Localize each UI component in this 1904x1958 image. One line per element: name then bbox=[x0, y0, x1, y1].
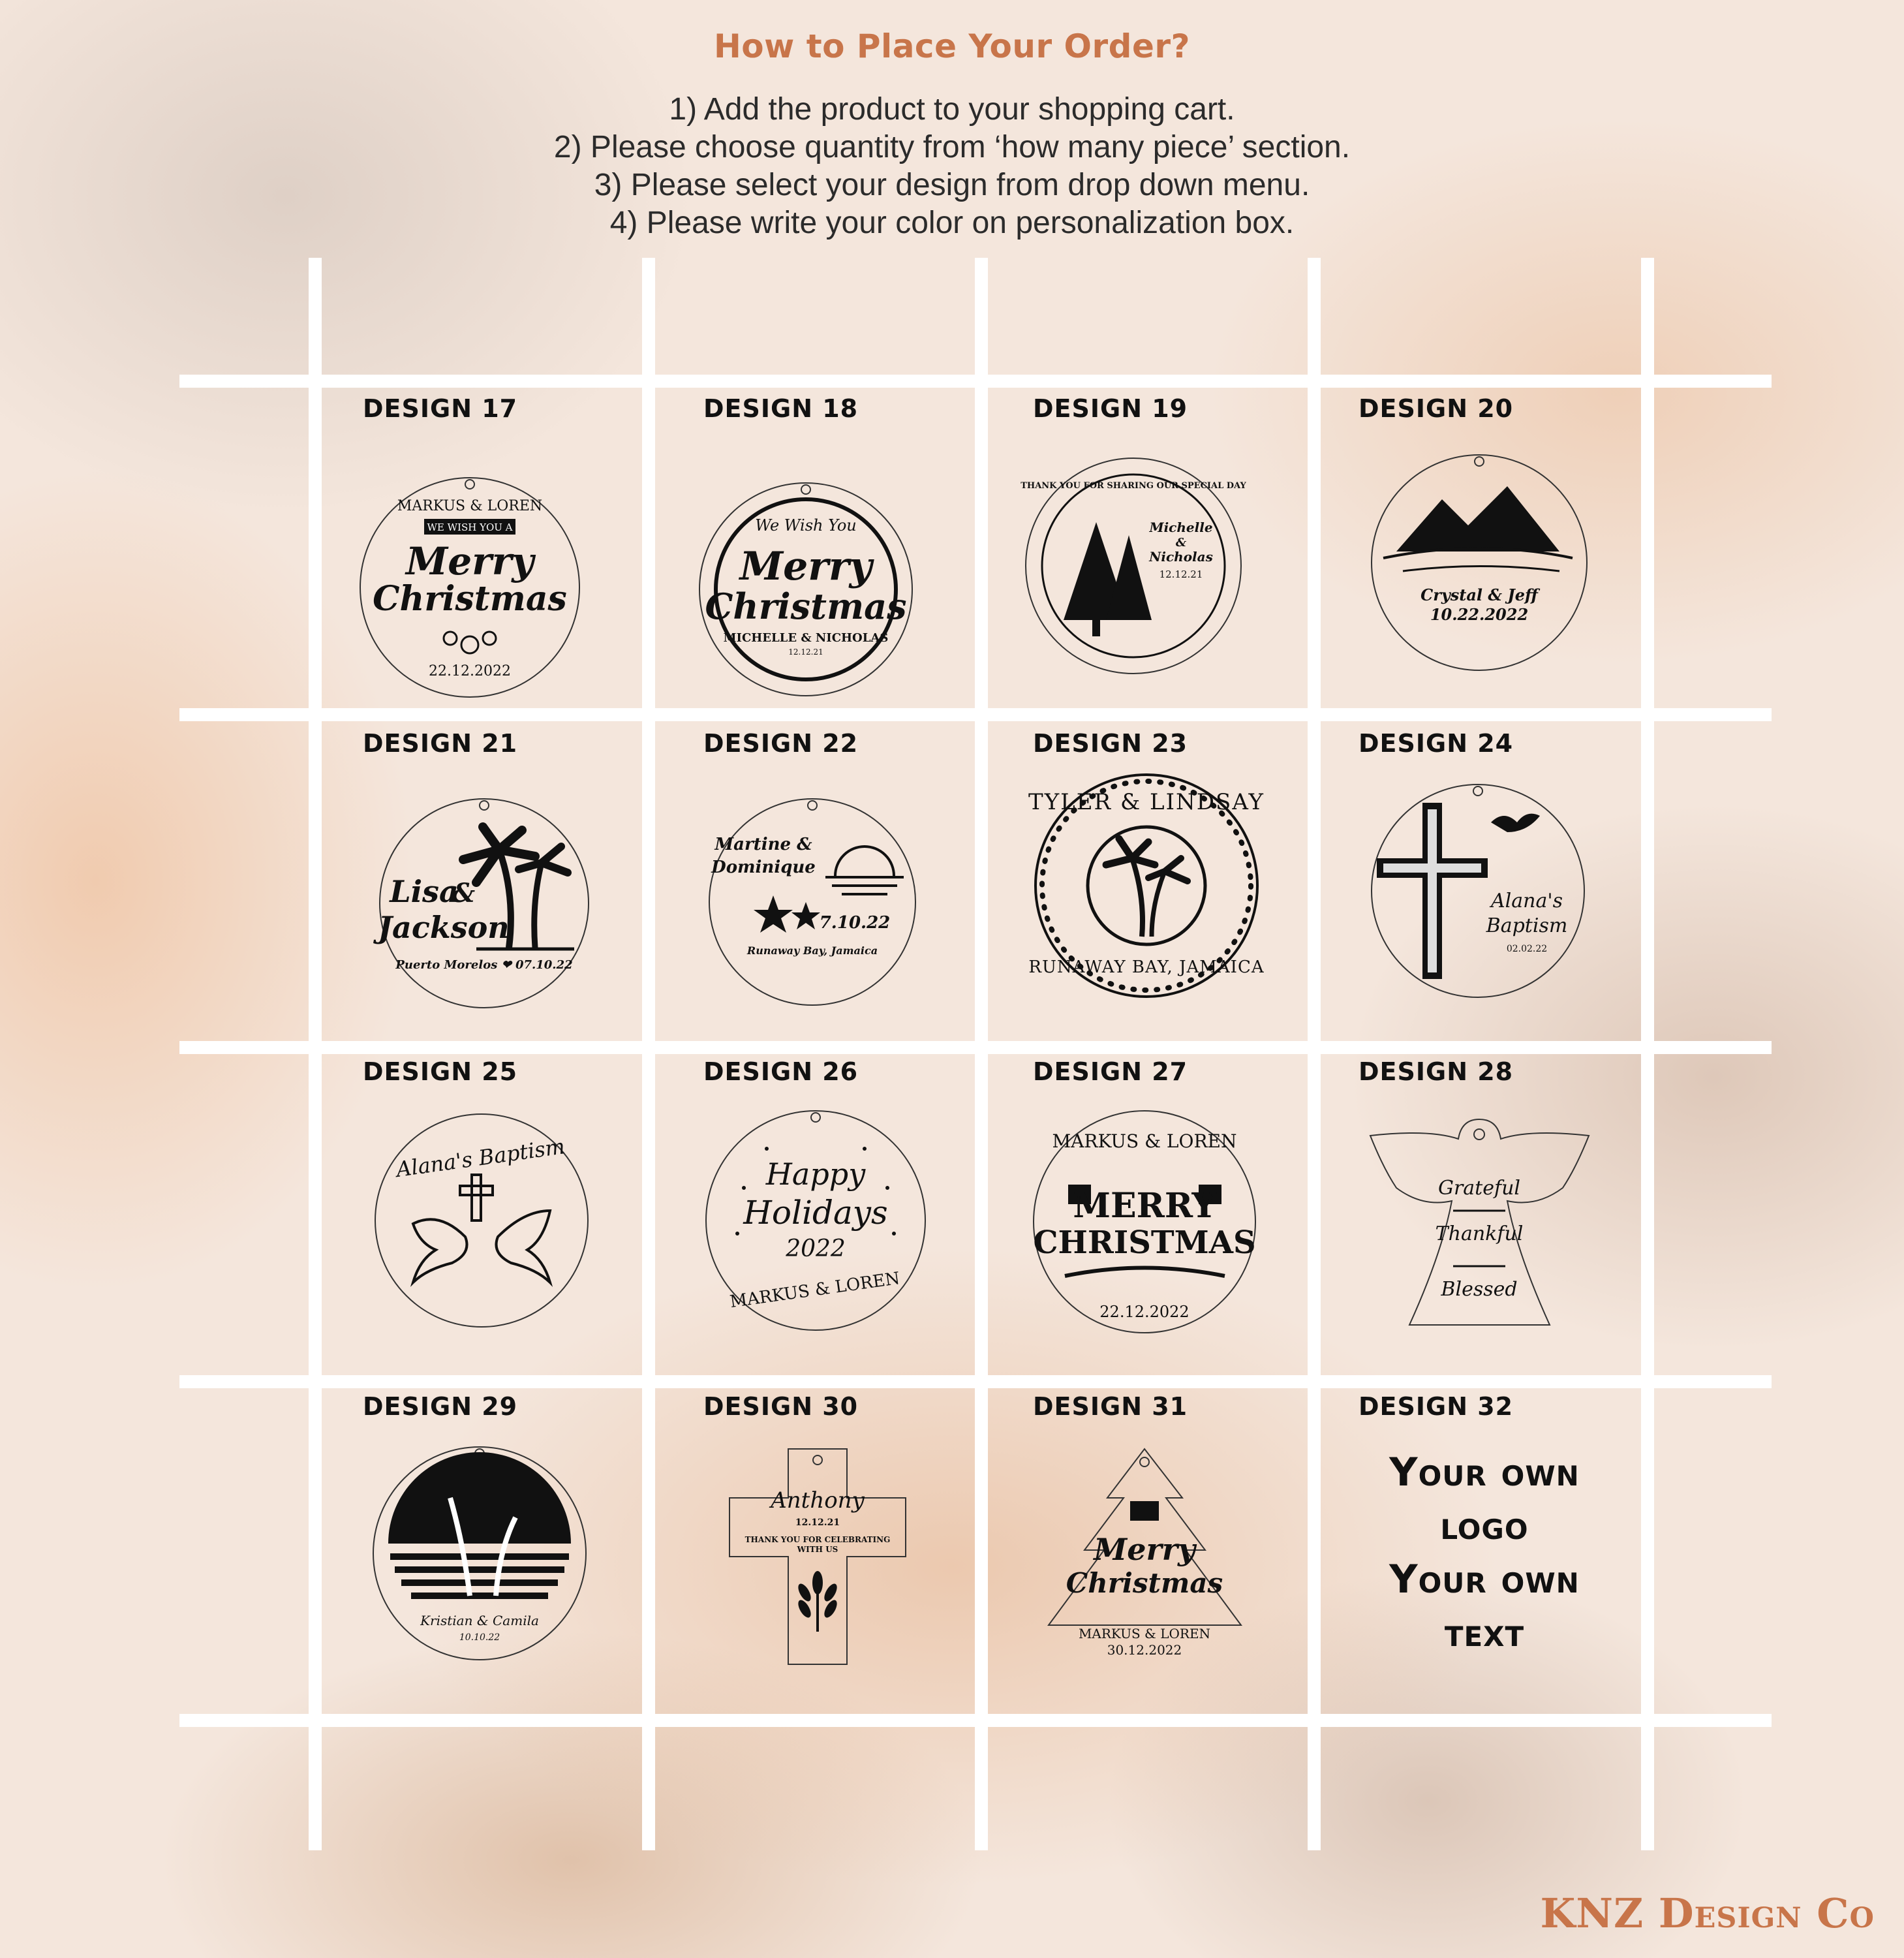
ornament-text: Lisa bbox=[390, 874, 459, 909]
grid-line bbox=[179, 375, 1772, 388]
ornament-text: Kristian & Camila bbox=[420, 1613, 539, 1628]
ornament-text: 12.12.21 bbox=[795, 1517, 840, 1528]
mountains-icon bbox=[1383, 486, 1573, 571]
ornament-text: Alana's bbox=[1491, 890, 1563, 912]
ornament-text: 12.12.21 bbox=[788, 647, 823, 657]
design-label: DESIGN 19 bbox=[1033, 394, 1188, 423]
ornament-text: & bbox=[1175, 536, 1187, 550]
grid-line bbox=[179, 1375, 1772, 1388]
ornament-text: Dominique bbox=[711, 858, 816, 877]
sunset-icon bbox=[388, 1452, 571, 1544]
bauble-icon bbox=[444, 632, 457, 645]
pine-tree-icon bbox=[1064, 522, 1152, 636]
dove-icon bbox=[1491, 814, 1540, 832]
ornament-text: TYLER & LINDSAY bbox=[1028, 789, 1265, 815]
ornament-text: MICHELLE & NICHOLAS bbox=[723, 631, 889, 645]
design-label: DESIGN 20 bbox=[1359, 394, 1514, 423]
step-2: 2) Please choose quantity from ‘how many piece’ section. bbox=[553, 130, 1351, 164]
ornament-text: 02.02.22 bbox=[1506, 944, 1548, 954]
ornament-text: Thankful bbox=[1435, 1222, 1524, 1245]
sunset-icon bbox=[825, 847, 904, 894]
design-label: DESIGN 24 bbox=[1359, 729, 1514, 758]
ornament-text: MARKUS & LOREN bbox=[1078, 1626, 1211, 1641]
ornament-text: Grateful bbox=[1437, 1177, 1521, 1200]
custom-design-text bbox=[1331, 1446, 1638, 1660]
ornament-text: Martine & bbox=[714, 835, 812, 854]
grid-line bbox=[179, 1714, 1772, 1727]
brand-footer: KNZ Design Co bbox=[1540, 1889, 1875, 1937]
design-label: DESIGN 26 bbox=[703, 1057, 859, 1086]
ornament-text: 7.10.22 bbox=[819, 913, 891, 933]
ornament-design-21 bbox=[378, 798, 591, 1010]
design-label: DESIGN 30 bbox=[703, 1392, 859, 1421]
ornament-text: Nicholas bbox=[1149, 549, 1213, 565]
ornament-text: We Wish You bbox=[755, 516, 857, 535]
ornament-text: Anthony bbox=[771, 1487, 865, 1514]
ornament-design-25 bbox=[374, 1113, 589, 1328]
palm-tree-icon bbox=[1106, 839, 1188, 937]
ornament-text: Merry bbox=[1094, 1532, 1195, 1567]
cross-outline-icon bbox=[729, 1449, 906, 1664]
ornament-text: 22.12.2022 bbox=[429, 663, 511, 679]
ornament-text: Runaway Bay, Jamaica bbox=[746, 944, 878, 957]
design-label: DESIGN 31 bbox=[1033, 1392, 1188, 1421]
grid-line bbox=[179, 1041, 1772, 1054]
grid-line bbox=[179, 708, 1772, 721]
ornament-text: THANK YOU FOR CELEBRATING bbox=[745, 1535, 891, 1544]
design-label: DESIGN 32 bbox=[1359, 1392, 1514, 1421]
branch-icon bbox=[1065, 1268, 1225, 1277]
grid-line bbox=[975, 258, 988, 1850]
ornament-text: Merry bbox=[406, 539, 534, 583]
design-label: DESIGN 29 bbox=[363, 1392, 518, 1421]
ornament-design-23 bbox=[1028, 773, 1265, 999]
ornament-text: WITH US bbox=[797, 1545, 838, 1554]
ornament-text: Christmas bbox=[705, 585, 907, 627]
cross-icon bbox=[1377, 803, 1488, 979]
sunset-stripes-icon bbox=[390, 1553, 569, 1599]
ornament-text: Happy bbox=[765, 1157, 866, 1192]
ornament-text: Alana's Baptism bbox=[394, 1134, 567, 1183]
design-label: DESIGN 17 bbox=[363, 394, 518, 423]
grid-line bbox=[1308, 258, 1321, 1850]
ornament-text: RUNAWAY BAY, JAMAICA bbox=[1028, 957, 1265, 977]
ornament-design-18 bbox=[698, 482, 914, 697]
ornament-design-17 bbox=[359, 476, 581, 698]
design-label: DESIGN 27 bbox=[1033, 1057, 1188, 1086]
ornament-text: & bbox=[451, 878, 476, 909]
bauble-icon bbox=[461, 636, 478, 653]
ornament-design-29 bbox=[372, 1446, 587, 1661]
ornament-text: MARKUS & LOREN bbox=[397, 498, 543, 514]
ornament-text: 10.10.22 bbox=[459, 1632, 500, 1643]
ornament-text: Jackson bbox=[378, 910, 510, 945]
custom-line: logo bbox=[1440, 1503, 1529, 1549]
custom-line: Your own bbox=[1389, 1450, 1580, 1495]
ornament-design-19 bbox=[1021, 457, 1246, 676]
ornament-text: THANK YOU FOR SHARING OUR SPECIAL DAY bbox=[1021, 481, 1246, 491]
ornament-text: 10.22.2022 bbox=[1430, 605, 1529, 624]
ornament-design-28 bbox=[1367, 1110, 1592, 1331]
ornament-text: 30.12.2022 bbox=[1107, 1642, 1182, 1658]
ornament-design-26 bbox=[705, 1110, 927, 1331]
step-3: 3) Please select your design from drop down menu. bbox=[594, 168, 1310, 202]
ornament-text: Merry bbox=[739, 544, 872, 589]
ornament-text: 2022 bbox=[786, 1235, 846, 1262]
ornament-text: MERRY bbox=[1073, 1186, 1216, 1226]
custom-line: Your own bbox=[1389, 1557, 1580, 1602]
step-1: 1) Add the product to your shopping cart. bbox=[669, 92, 1235, 127]
grid-line bbox=[309, 258, 322, 1850]
step-4: 4) Please write your color on personalization box. bbox=[609, 206, 1295, 240]
design-label: DESIGN 18 bbox=[703, 394, 859, 423]
house-icon bbox=[1130, 1501, 1159, 1521]
ornament-text: MARKUS & LOREN bbox=[1052, 1130, 1237, 1152]
ornament-text: 12.12.21 bbox=[1159, 568, 1203, 580]
cross-icon bbox=[460, 1175, 493, 1220]
design-label: DESIGN 25 bbox=[363, 1057, 518, 1086]
ornament-design-24 bbox=[1370, 783, 1586, 999]
custom-line: text bbox=[1444, 1610, 1525, 1656]
ornament-text: 22.12.2022 bbox=[1099, 1303, 1190, 1321]
starfish-icon bbox=[754, 895, 820, 933]
ornament-text: Puerto Morelos ❤ 07.10.22 bbox=[395, 958, 573, 972]
ornament-design-31 bbox=[1032, 1446, 1257, 1671]
design-label: DESIGN 28 bbox=[1359, 1057, 1514, 1086]
ornament-design-22 bbox=[708, 798, 917, 1006]
ornament-text: Christmas bbox=[373, 579, 567, 619]
ornament-text: CHRISTMAS bbox=[1033, 1224, 1256, 1261]
ornament-text: Christmas bbox=[1066, 1567, 1223, 1599]
wheat-icon bbox=[795, 1571, 839, 1632]
ornament-design-20 bbox=[1370, 454, 1589, 672]
ornament-text: WE WISH YOU A bbox=[427, 521, 513, 533]
design-label: DESIGN 22 bbox=[703, 729, 859, 758]
ornament-text: MARKUS & LOREN bbox=[728, 1268, 902, 1313]
ornament-text: Crystal & Jeff bbox=[1420, 585, 1538, 604]
page-title: How to Place Your Order? bbox=[713, 27, 1191, 65]
ornament-design-30 bbox=[723, 1446, 912, 1668]
grid-line bbox=[1641, 258, 1654, 1850]
ornament-design-27 bbox=[1032, 1110, 1257, 1335]
ornament-text: Blessed bbox=[1441, 1278, 1518, 1301]
ornament-text: Holidays bbox=[743, 1194, 888, 1232]
bauble-icon bbox=[483, 632, 496, 645]
grid-line bbox=[642, 258, 655, 1850]
design-label: DESIGN 23 bbox=[1033, 729, 1188, 758]
ornament-text: Baptism bbox=[1486, 914, 1568, 937]
design-label: DESIGN 21 bbox=[363, 729, 518, 758]
ornament-text: Michelle bbox=[1149, 520, 1213, 535]
